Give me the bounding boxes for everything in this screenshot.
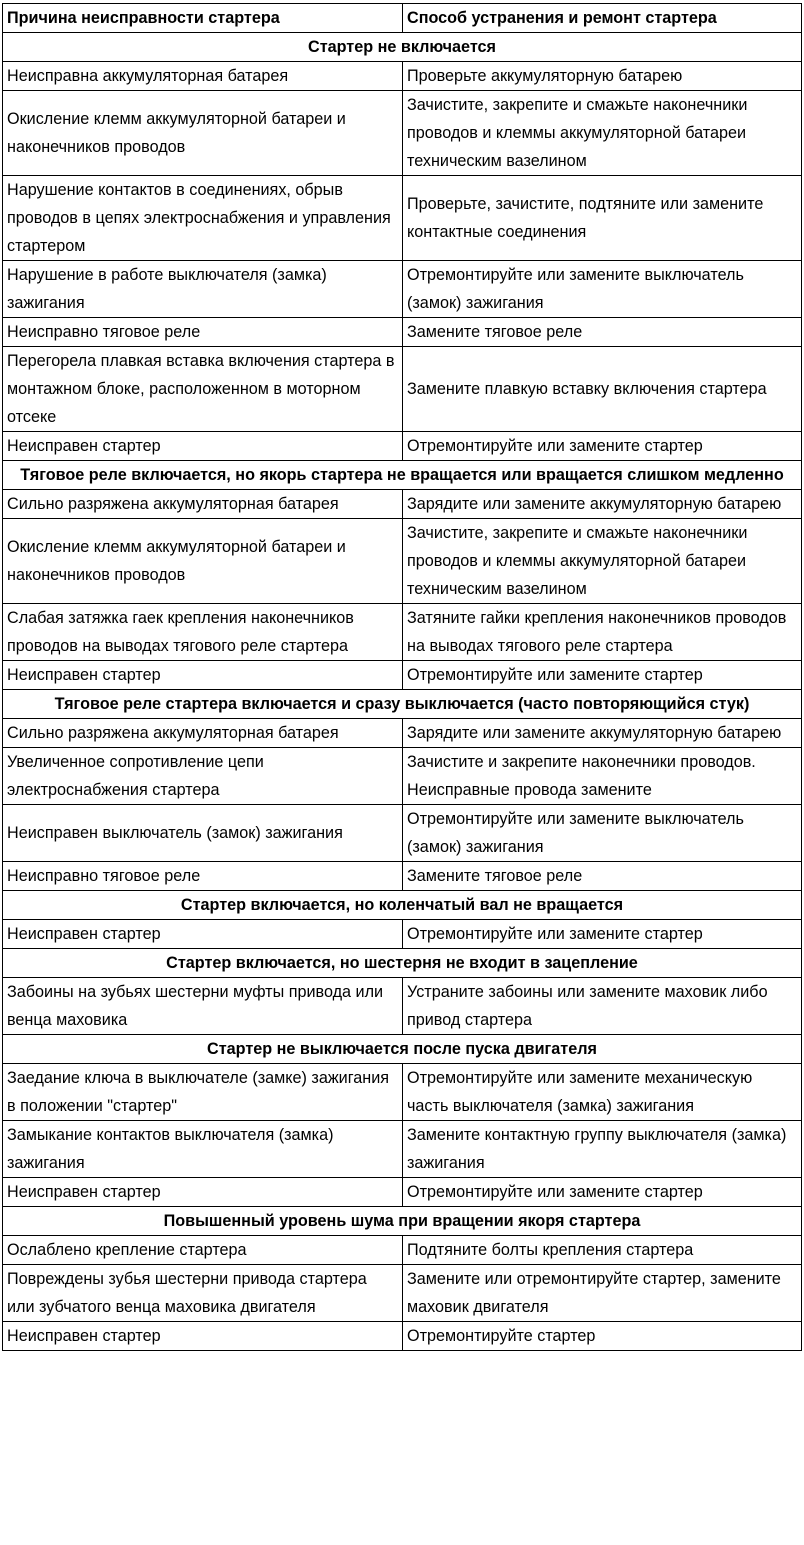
- remedy-cell: Замените тяговое реле: [403, 862, 802, 891]
- remedy-cell: Подтяните болты крепления стартера: [403, 1236, 802, 1265]
- cause-cell: Заедание ключа в выключателе (замке) зажигания в положении "стартер": [3, 1064, 403, 1121]
- remedy-cell: Отремонтируйте стартер: [403, 1322, 802, 1351]
- table-row: [3, 1322, 802, 1351]
- cause-cell: Неисправен стартер: [3, 1178, 403, 1207]
- remedy-cell: Зачистите, закрепите и смажьте наконечники проводов и клеммы аккумуляторной батареи техническим вазелином: [403, 519, 802, 604]
- table-row: [3, 261, 802, 318]
- cause-cell: Окисление клемм аккумуляторной батареи и наконечников проводов: [3, 91, 403, 176]
- table-row: [3, 347, 802, 432]
- remedy-cell: Замените контактную группу выключателя (замка) зажигания: [403, 1121, 802, 1178]
- section-row: [3, 33, 802, 62]
- cause-cell: Нарушение в работе выключателя (замка) зажигания: [3, 261, 403, 318]
- cause-cell: Замыкание контактов выключателя (замка) зажигания: [3, 1121, 403, 1178]
- header-remedy: Способ устранения и ремонт стартера: [403, 4, 802, 33]
- table-row: [3, 862, 802, 891]
- table-row: [3, 432, 802, 461]
- header-cause: Причина неисправности стартера: [3, 4, 403, 33]
- cause-cell: Неисправен стартер: [3, 432, 403, 461]
- table-row: [3, 604, 802, 661]
- cause-cell: Неисправна аккумуляторная батарея: [3, 62, 403, 91]
- cause-cell: Неисправен выключатель (замок) зажигания: [3, 805, 403, 862]
- cause-cell: Слабая затяжка гаек крепления наконечников проводов на выводах тягового реле стартера: [3, 604, 403, 661]
- cause-cell: Сильно разряжена аккумуляторная батарея: [3, 490, 403, 519]
- remedy-cell: Зачистите, закрепите и смажьте наконечники проводов и клеммы аккумуляторной батареи техническим вазелином: [403, 91, 802, 176]
- remedy-cell: Затяните гайки крепления наконечников проводов на выводах тягового реле стартера: [403, 604, 802, 661]
- remedy-cell: Зарядите или замените аккумуляторную батарею: [403, 719, 802, 748]
- section-row: [3, 891, 802, 920]
- cause-cell: Неисправен стартер: [3, 661, 403, 690]
- remedy-cell: Отремонтируйте или замените выключатель (замок) зажигания: [403, 261, 802, 318]
- cause-cell: Нарушение контактов в соединениях, обрыв проводов в цепях электроснабжения и управления стартером: [3, 176, 403, 261]
- section-title: Повышенный уровень шума при вращении якоря стартера: [3, 1207, 802, 1236]
- remedy-cell: Отремонтируйте или замените стартер: [403, 432, 802, 461]
- table-row: [3, 1064, 802, 1121]
- cause-cell: Неисправно тяговое реле: [3, 318, 403, 347]
- table-row: [3, 920, 802, 949]
- table-row: [3, 519, 802, 604]
- section-row: [3, 1035, 802, 1064]
- remedy-cell: Замените тяговое реле: [403, 318, 802, 347]
- cause-cell: Неисправно тяговое реле: [3, 862, 403, 891]
- table-row: [3, 978, 802, 1035]
- table-row: [3, 91, 802, 176]
- section-row: [3, 690, 802, 719]
- table-row: [3, 805, 802, 862]
- cause-cell: Увеличенное сопротивление цепи электроснабжения стартера: [3, 748, 403, 805]
- table-row: [3, 490, 802, 519]
- cause-cell: Забоины на зубьях шестерни муфты привода или венца маховика: [3, 978, 403, 1035]
- cause-cell: Окисление клемм аккумуляторной батареи и наконечников проводов: [3, 519, 403, 604]
- remedy-cell: Зачистите и закрепите наконечники проводов. Неисправные провода замените: [403, 748, 802, 805]
- table-row: [3, 318, 802, 347]
- cause-cell: Сильно разряжена аккумуляторная батарея: [3, 719, 403, 748]
- cause-cell: Повреждены зубья шестерни привода стартера или зубчатого венца маховика двигателя: [3, 1265, 403, 1322]
- table-row: [3, 62, 802, 91]
- remedy-cell: Отремонтируйте или замените стартер: [403, 1178, 802, 1207]
- table-row: [3, 1178, 802, 1207]
- section-title: Стартер включается, но коленчатый вал не вращается: [3, 891, 802, 920]
- remedy-cell: Замените плавкую вставку включения стартера: [403, 347, 802, 432]
- section-row: [3, 949, 802, 978]
- cause-cell: Перегорела плавкая вставка включения стартера в монтажном блоке, расположенном в моторном отсеке: [3, 347, 403, 432]
- remedy-cell: Отремонтируйте или замените выключатель (замок) зажигания: [403, 805, 802, 862]
- remedy-cell: Отремонтируйте или замените стартер: [403, 661, 802, 690]
- table-header-row: [3, 4, 802, 33]
- section-row: [3, 1207, 802, 1236]
- remedy-cell: Проверьте, зачистите, подтяните или замените контактные соединения: [403, 176, 802, 261]
- section-title: Стартер включается, но шестерня не входит в зацепление: [3, 949, 802, 978]
- cause-cell: Неисправен стартер: [3, 920, 403, 949]
- section-title: Тяговое реле включается, но якорь стартера не вращается или вращается слишком медленно: [3, 461, 802, 490]
- section-title: Стартер не выключается после пуска двигателя: [3, 1035, 802, 1064]
- remedy-cell: Замените или отремонтируйте стартер, замените маховик двигателя: [403, 1265, 802, 1322]
- table-row: [3, 661, 802, 690]
- remedy-cell: Устраните забоины или замените маховик либо привод стартера: [403, 978, 802, 1035]
- table-row: [3, 748, 802, 805]
- table-row: [3, 719, 802, 748]
- cause-cell: Неисправен стартер: [3, 1322, 403, 1351]
- table-row: [3, 1236, 802, 1265]
- table-row: [3, 1121, 802, 1178]
- remedy-cell: Проверьте аккумуляторную батарею: [403, 62, 802, 91]
- remedy-cell: Отремонтируйте или замените стартер: [403, 920, 802, 949]
- section-title: Стартер не включается: [3, 33, 802, 62]
- starter-fault-table: [2, 3, 802, 1351]
- section-title: Тяговое реле стартера включается и сразу выключается (часто повторяющийся стук): [3, 690, 802, 719]
- table-row: [3, 1265, 802, 1322]
- remedy-cell: Зарядите или замените аккумуляторную батарею: [403, 490, 802, 519]
- section-row: [3, 461, 802, 490]
- remedy-cell: Отремонтируйте или замените механическую часть выключателя (замка) зажигания: [403, 1064, 802, 1121]
- cause-cell: Ослаблено крепление стартера: [3, 1236, 403, 1265]
- table-row: [3, 176, 802, 261]
